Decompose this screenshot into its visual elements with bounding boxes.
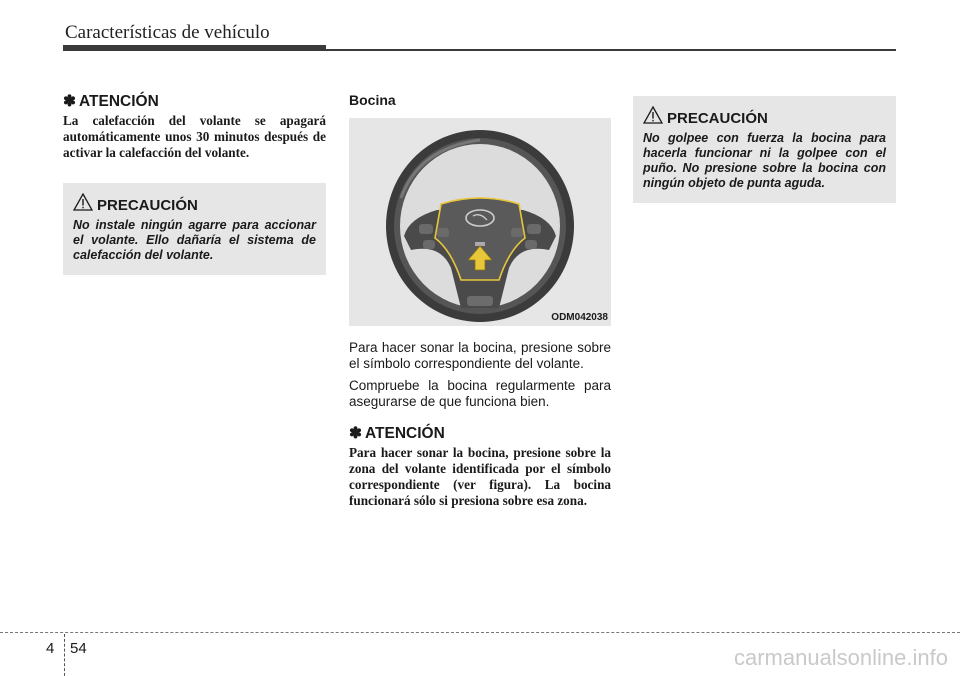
caution-text: No golpee con fuerza la bocina para hacerla funcionar ni la golpee con el puño. No presione sobre la bocina con ningún objeto de punta aguda. <box>643 131 886 190</box>
figure-code: ODM042038 <box>551 312 608 323</box>
caution-title: PRECAUCIÓN <box>97 197 198 214</box>
body-paragraph-1: Para hacer sonar la bocina, presione sobre el símbolo correspondiente del volante. <box>349 340 611 371</box>
attention-star-icon: ✽ <box>63 93 76 110</box>
middle-column <box>349 92 611 509</box>
header-rule-thick <box>63 45 326 51</box>
page-number: 54 <box>70 640 87 657</box>
right-column <box>633 96 896 203</box>
warning-triangle-icon <box>73 193 93 211</box>
caution-heading <box>643 106 886 127</box>
horn-figure <box>349 118 611 326</box>
caution-box <box>63 183 326 275</box>
watermark: carmanualsonline.info <box>733 645 948 670</box>
section-title-horn: Bocina <box>349 92 396 108</box>
attention-title: ATENCIÓN <box>79 93 159 110</box>
warning-triangle-icon <box>643 106 663 124</box>
chapter-number: 4 <box>46 640 55 657</box>
left-column <box>63 92 326 275</box>
footer-separator <box>64 634 65 676</box>
caution-heading <box>73 193 316 214</box>
attention-text: La calefacción del volante se apagará automáticamente unos 30 minutos después de activar la calefacción del volante. <box>63 113 326 160</box>
attention-title: ATENCIÓN <box>365 425 445 442</box>
header-rule-thin <box>326 49 896 51</box>
attention-text-horn: Para hacer sonar la bocina, presione sobre la zona del volante identificada por el símbolo correspondiente (ver figura). La bocina funcionará sólo si presiona sobre esa zona. <box>349 445 611 508</box>
caution-text: No instale ningún agarre para accionar el volante. Ello dañaría el sistema de calefacción del volante. <box>73 218 316 262</box>
attention-heading <box>63 92 326 111</box>
header-title: Características de vehículo <box>65 22 270 43</box>
caution-box-horn <box>633 96 896 203</box>
attention-star-icon: ✽ <box>349 425 362 442</box>
footer-rule <box>0 632 960 633</box>
steering-wheel-icon <box>349 118 611 326</box>
attention-heading-horn <box>349 424 611 443</box>
body-paragraph-2: Compruebe la bocina regularmente para asegurarse de que funciona bien. <box>349 378 611 409</box>
caution-title: PRECAUCIÓN <box>667 110 768 127</box>
